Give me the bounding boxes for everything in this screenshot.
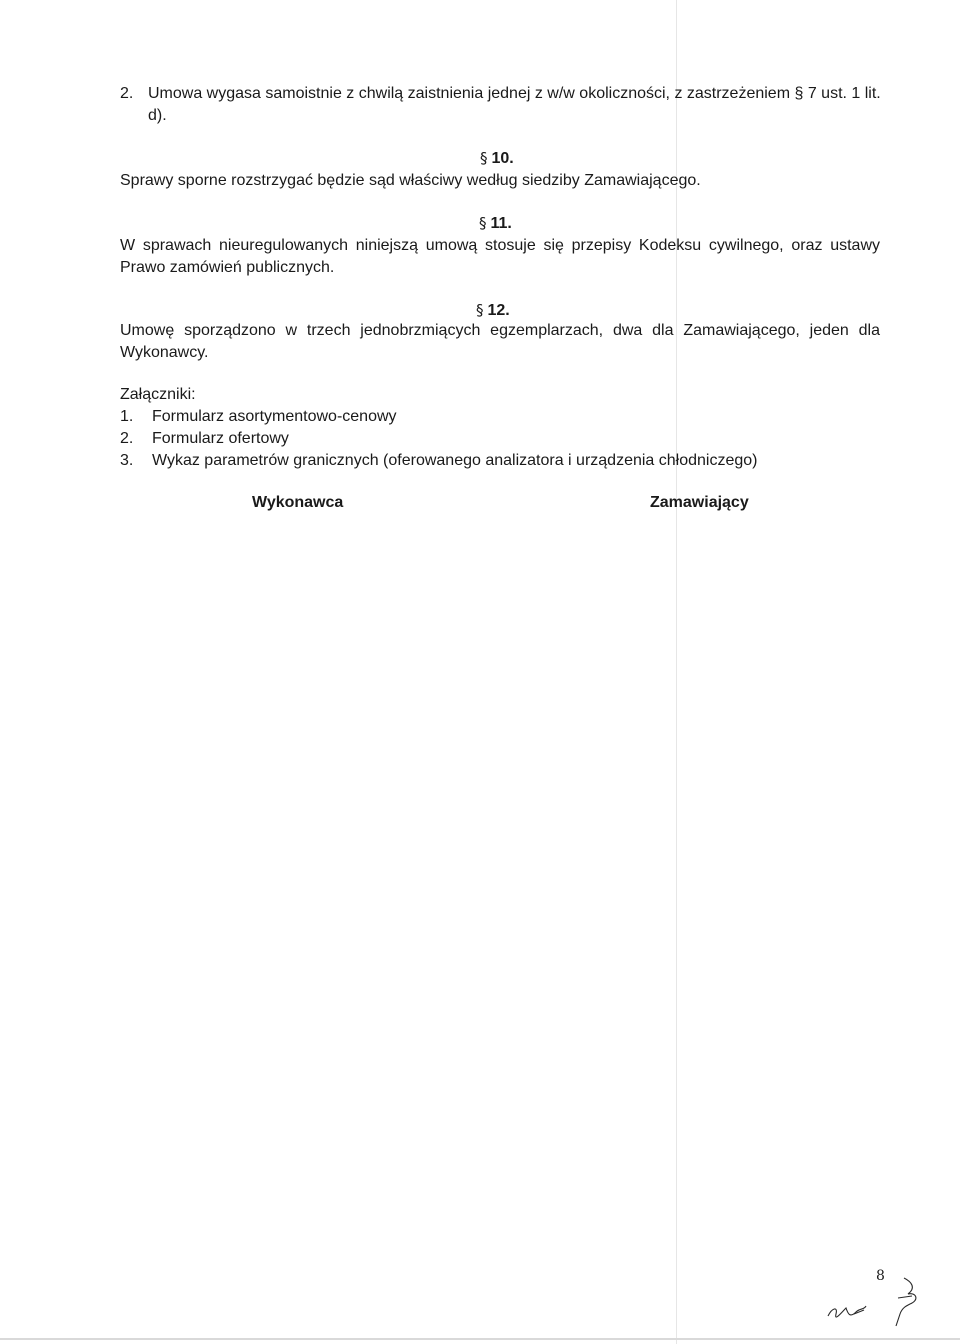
section-sign: § [476, 301, 484, 319]
section-10-heading [480, 147, 514, 170]
section-12-text: Umowę sporządzono w trzech jednobrzmiących egzemplarzach, dwa dla Zamawiającego, jeden dla Wykonawcy. [120, 322, 880, 361]
list-item-label: Formularz ofertowy [152, 430, 289, 447]
list-item [120, 428, 880, 450]
list-item-number: 3. [120, 452, 134, 469]
scan-fold-line [676, 0, 677, 1344]
page-number: 8 [876, 1268, 885, 1284]
section-sign: § [479, 214, 487, 232]
list-item-label: Formularz asortymentowo-cenowy [152, 408, 397, 425]
clause-2-text: Umowa wygasa samoistnie z chwilą zaistnienia jednej z w/w okoliczności, z zastrzeżeniem § 7 ust. 1 lit. d). [148, 85, 881, 124]
list-item-number: 1. [120, 408, 134, 425]
list-item [120, 406, 880, 428]
list-item [120, 450, 880, 472]
handwritten-initials-signature [820, 1270, 930, 1330]
section-10-text: Sprawy sporne rozstrzygać będzie sąd właściwy według siedziby Zamawiającego. [120, 172, 701, 189]
section-number: 10. [491, 150, 514, 167]
section-number: 12. [487, 302, 510, 319]
scan-bottom-edge [0, 1338, 960, 1340]
attachments [120, 384, 880, 472]
attachments-heading: Załączniki: [120, 386, 196, 403]
attachments-list [120, 406, 880, 472]
section-12-heading [476, 299, 510, 322]
list-item-number: 2. [120, 430, 134, 447]
section-number: 11. [490, 215, 512, 232]
signature-label-client: Zamawiający [650, 494, 749, 511]
section-11-text: W sprawach nieuregulowanych niniejszą umową stosuje się przepisy Kodeksu cywilnego, oraz ustawy Prawo zamówień publicznych. [120, 237, 880, 276]
section-sign: § [480, 149, 488, 167]
signature-label-contractor: Wykonawca [252, 494, 344, 511]
clause-2 [120, 83, 890, 127]
section-11-heading [479, 212, 512, 235]
clause-2-number: 2. [120, 85, 134, 102]
list-item-label: Wykaz parametrów granicznych (oferowanego analizatora i urządzenia chłodniczego) [152, 452, 758, 469]
